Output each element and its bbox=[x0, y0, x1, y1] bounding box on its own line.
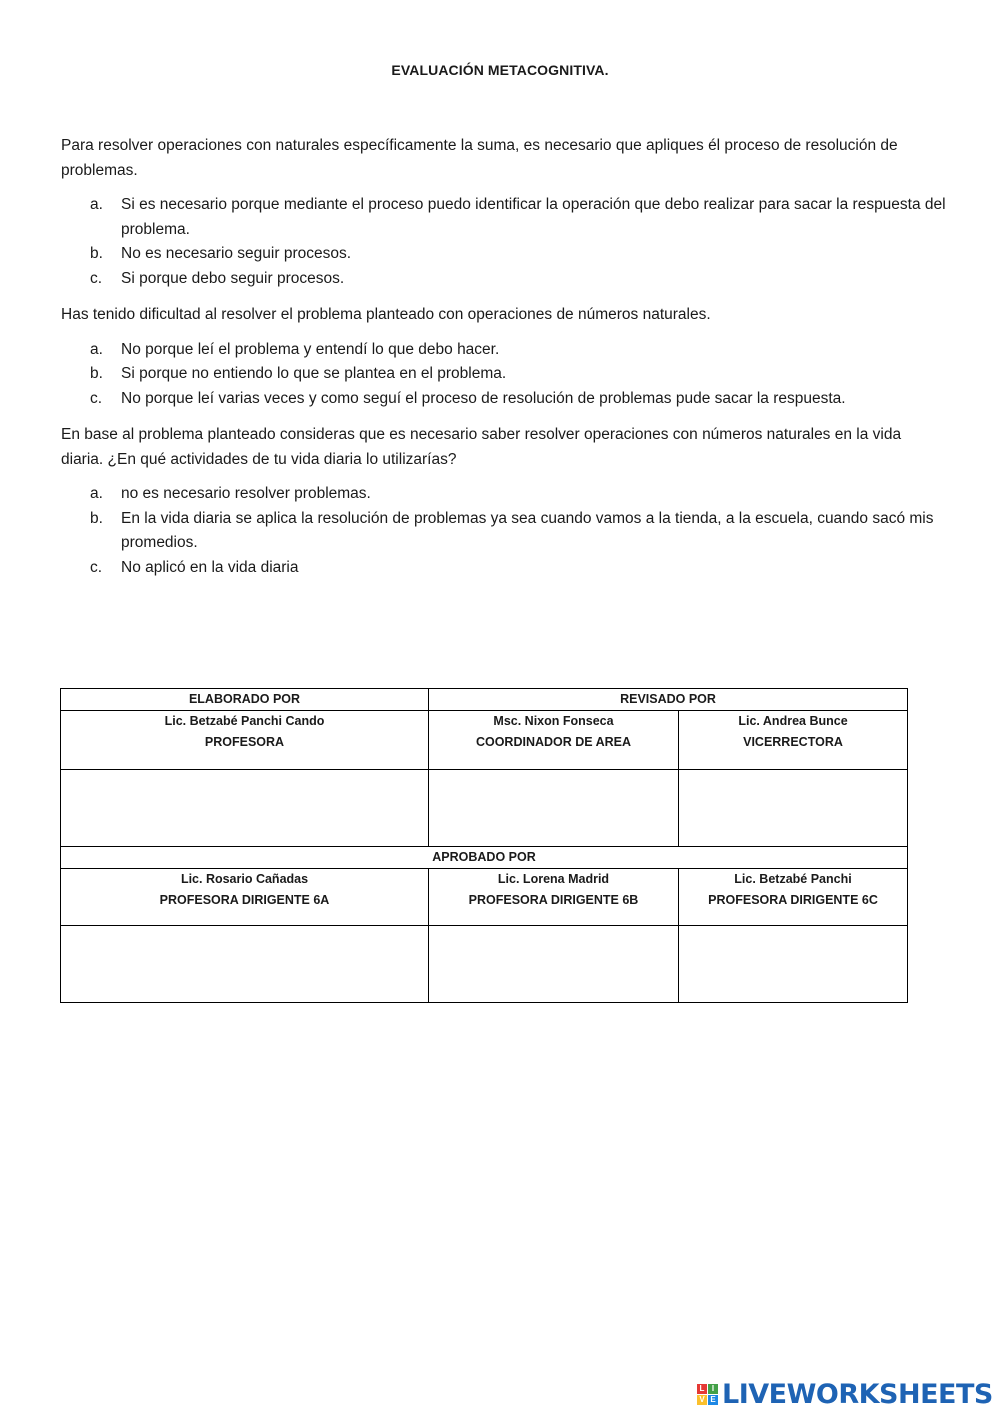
signer-name: Lic. Rosario Cañadas bbox=[180, 872, 309, 886]
option-3c[interactable] bbox=[61, 556, 946, 581]
signer-name: Msc. Nixon Fonseca bbox=[493, 714, 614, 728]
signer-cell bbox=[679, 869, 908, 926]
question-3-options bbox=[61, 482, 946, 580]
option-text: Si porque debo seguir procesos. bbox=[121, 269, 345, 287]
signer-role: PROFESORA DIRIGENTE 6A bbox=[159, 893, 330, 907]
option-2c[interactable] bbox=[61, 387, 946, 412]
liveworksheets-logo[interactable] bbox=[697, 1378, 993, 1410]
elaborado-header: ELABORADO POR bbox=[61, 689, 429, 711]
page-title: EVALUACIÓN METACOGNITIVA. bbox=[391, 62, 609, 78]
signer-cell bbox=[61, 869, 429, 926]
option-text: No porque leí varias veces y como seguí el proceso de resolución de problemas pude sacar la respuesta. bbox=[121, 389, 846, 407]
option-letter: c. bbox=[90, 269, 103, 287]
question-1-options bbox=[61, 193, 946, 291]
signer-role: COORDINADOR DE AREA bbox=[475, 735, 632, 749]
logo-mark-cell: L bbox=[697, 1384, 707, 1394]
option-text: Si porque no entiendo lo que se plantea en el problema. bbox=[121, 365, 507, 382]
option-2b[interactable] bbox=[61, 362, 946, 387]
signer-name: Lic. Betzabé Panchi bbox=[734, 872, 852, 886]
signer-role: PROFESORA bbox=[204, 735, 285, 749]
option-3a[interactable] bbox=[61, 482, 946, 507]
question-2-options bbox=[61, 338, 946, 412]
logo-mark-cell: V bbox=[697, 1395, 707, 1405]
option-letter: b. bbox=[90, 509, 103, 527]
question-3-text: En base al problema planteado consideras que es necesario saber resolver operaciones con números naturales en la vida diaria. ¿En qué actividades de tu vida diaria lo utilizarías? bbox=[61, 426, 902, 468]
option-letter: c. bbox=[90, 389, 103, 407]
signature-box bbox=[61, 926, 429, 1003]
question-2-text: Has tenido dificultad al resolver el problema planteado con operaciones de números naturales. bbox=[61, 306, 711, 323]
signature-box bbox=[679, 770, 908, 847]
option-text: No porque leí el problema y entendí lo que debo hacer. bbox=[121, 340, 500, 358]
signature-box bbox=[61, 770, 429, 847]
signer-cell bbox=[61, 711, 429, 770]
signer-cell bbox=[679, 711, 908, 770]
option-text: No es necesario seguir procesos. bbox=[121, 245, 352, 262]
signature-box bbox=[429, 926, 679, 1003]
signer-role: PROFESORA DIRIGENTE 6B bbox=[468, 893, 639, 907]
option-1a[interactable] bbox=[61, 193, 946, 242]
signer-name: Lic. Betzabé Panchi Cando bbox=[164, 714, 325, 728]
option-text: En la vida diaria se aplica la resolución de problemas ya sea cuando vamos a la tienda, a la escuela, cuando sacó mis promedios. bbox=[121, 509, 934, 551]
option-letter: a. bbox=[90, 340, 103, 358]
signer-name: Lic. Lorena Madrid bbox=[497, 872, 610, 886]
signer-role: VICERRECTORA bbox=[743, 735, 843, 749]
option-1b[interactable] bbox=[61, 242, 946, 267]
signature-box bbox=[679, 926, 908, 1003]
option-letter: b. bbox=[90, 245, 103, 262]
signer-role: PROFESORA DIRIGENTE 6C bbox=[708, 893, 878, 907]
signature-table bbox=[60, 688, 908, 1003]
logo-mark-icon bbox=[697, 1384, 718, 1405]
logo-wordmark: LIVEWORKSHEETS bbox=[722, 1378, 993, 1410]
option-letter: a. bbox=[90, 485, 103, 502]
logo-mark-cell: E bbox=[708, 1395, 718, 1405]
question-1-text: Para resolver operaciones con naturales específicamente la suma, es necesario que apliques él proceso de resolución de problemas. bbox=[61, 137, 898, 179]
question-list bbox=[61, 134, 946, 592]
aprobado-header: APROBADO POR bbox=[61, 847, 908, 869]
option-letter: c. bbox=[90, 558, 103, 576]
revisado-header: REVISADO POR bbox=[429, 689, 908, 711]
option-text: Si es necesario porque mediante el proceso puedo identificar la operación que debo realizar para sacar la respuesta del problema. bbox=[121, 196, 946, 238]
logo-mark-cell: I bbox=[708, 1384, 718, 1394]
signature-box bbox=[429, 770, 679, 847]
signer-cell bbox=[429, 711, 679, 770]
option-3b[interactable] bbox=[61, 507, 946, 556]
option-1c[interactable] bbox=[61, 267, 946, 292]
option-2a[interactable] bbox=[61, 338, 946, 363]
option-text: No aplicó en la vida diaria bbox=[121, 558, 299, 576]
option-letter: b. bbox=[90, 365, 103, 382]
option-text: no es necesario resolver problemas. bbox=[121, 485, 371, 502]
option-letter: a. bbox=[90, 196, 103, 213]
signer-cell bbox=[429, 869, 679, 926]
signer-name: Lic. Andrea Bunce bbox=[738, 714, 848, 728]
